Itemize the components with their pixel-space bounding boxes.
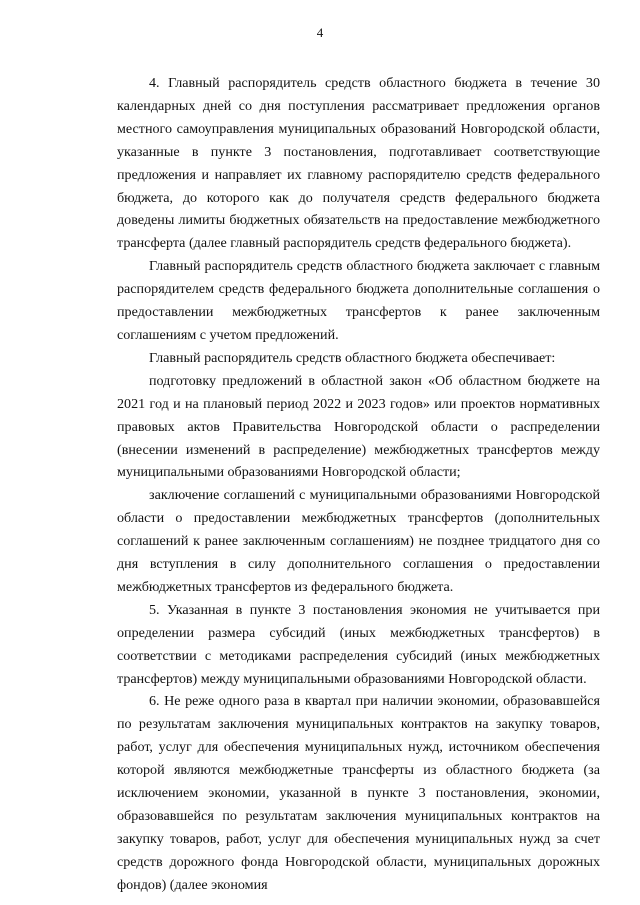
paragraph-prepare-proposals: подготовку предложений в областной закон «Об областном бюджете на 2021 год и на плановый период 2022 и 2023 годов» или проектов нормативных правовых актов Правительства Новгородской области о распределении (внесении изменений в распределение) межбюджетных трансфертов между муниципальными образованиями Новгородской области; bbox=[117, 372, 600, 481]
paragraph-conclude-agreements: заключение соглашений с муниципальными образованиями Новгородской области о предоставлении межбюджетных трансфертов (дополнительных соглашений к ранее заключенным соглашениям) не позднее тридцатого дня со дня вступления в силу дополнительного соглашения о предоставлении межбюджетных трансфертов из федерального бюджета. bbox=[117, 487, 600, 595]
paragraph-item-6: 6. Не реже одного раза в квартал при наличии экономии, образовавшейся по результатам заключения муниципальных контрактов на закупку товаров, работ, услуг для обеспечения муниципальных нужд, источником обеспечения которой являются межбюджетные трансферты из областного бюджета (за исключением экономии, указанной в пункте 3 постановления, экономии, образовавшейся по результатам заключения муниципальных контрактов на закупку товаров, работ, услуг для обеспечения муниципальных нужд за счет средств дорожного фонда Новгородской области, муниципальных дорожных фондов) (далее экономия bbox=[117, 693, 600, 893]
paragraph-ensures: Главный распорядитель средств областного бюджета обеспечивает: bbox=[149, 349, 556, 366]
paragraph-item-4: 4. Главный распорядитель средств областного бюджета в течение 30 календарных дней со дня поступления рассматривает предложения органов местного самоуправления муниципальных образований Новгородской области, указанные в пункте 3 постановления, подготавливает соответствующие предложения и направляет их главному распорядителю средств федерального бюджета, до которого как до получателя средств федерального бюджета доведены лимиты бюджетных обязательств на предоставление межбюджетного трансферта (далее главный распорядитель средств федерального бюджета). bbox=[117, 75, 600, 252]
paragraph-item-5: 5. Указанная в пункте 3 постановления экономия не учитывается при определении размера субсидий (иных межбюджетных трансфертов) в соответствии с методиками распределения субсидий (иных межбюджетных трансфертов) между муниципальными образованиями Новгородской области. bbox=[117, 601, 600, 687]
paragraph-additional-agreements: Главный распорядитель средств областного бюджета заключает с главным распорядителем средств федерального бюджета дополнительные соглашения о предоставлении межбюджетных трансфертов к ранее заключенным соглашениям с учетом предложений. bbox=[117, 258, 600, 343]
document-body bbox=[117, 72, 600, 897]
page-number: 4 bbox=[316, 25, 324, 40]
